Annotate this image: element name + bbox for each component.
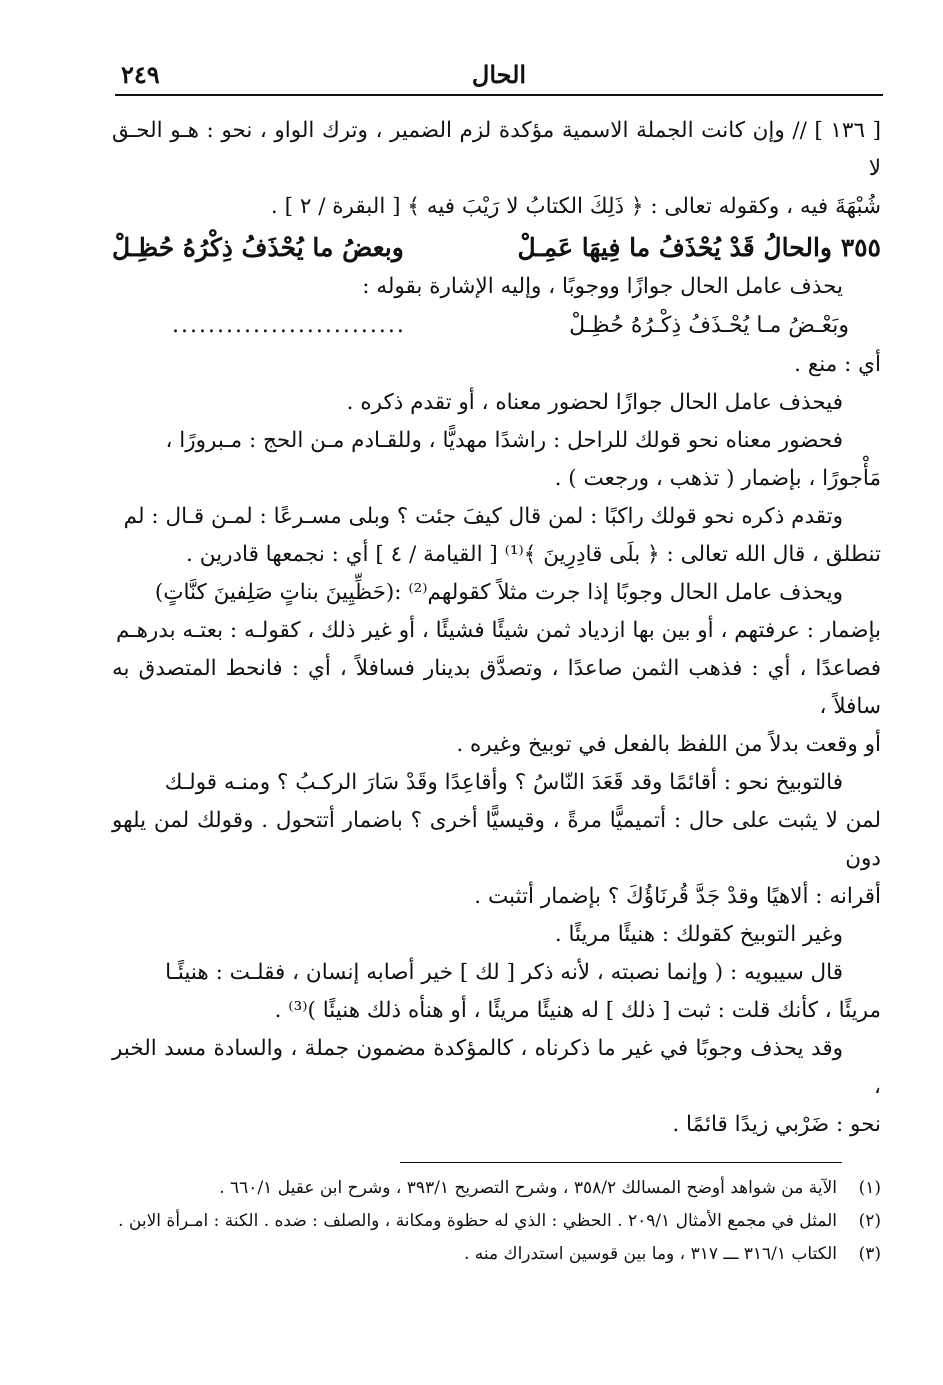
footnote: [112, 1238, 881, 1271]
paragraph-line: شُبْهَةَ فيه ، وكقوله تعالى : ﴿ ذَلِكَ الكتابُ لا رَيْبَ فيه ﴾ [ البقرة / ٢ ] .: [270, 194, 881, 219]
footnote: [112, 1172, 881, 1205]
paragraph-line: وقد يحذف وجوبًا في غير ما ذكرناه ، كالمؤكدة مضمون جملة ، والسادة مسد الخبر ،: [112, 1036, 881, 1099]
paragraph-line: أقرانه : ألاهيًا وقدْ جَدَّ قُرنَاؤُكَ ؟ بإضمار أتثبت .: [474, 884, 881, 909]
paragraph-line: [ ١٣٦ ] // وإن كانت الجملة الاسمية مؤكدة لزم الضمير ، وترك الواو ، نحو : هـو الحـق لا: [112, 118, 881, 181]
main-text: [112, 112, 881, 1144]
paragraph-line: فحضور معناه نحو قولك للراحل : راشدًا مهديًّا ، وللقـادم مـن الحج : مـبرورًا ،: [165, 428, 843, 453]
footnote-text: المثل في مجمع الأمثال ٢٠٩/١ . الحظي : الذي له حظوة ومكانة ، والصلف : ضده . الكنة : امـرأة الابن .: [118, 1211, 837, 1231]
quoted-verse: [112, 306, 881, 346]
verse-second-hemistich: وبعضُ ما يُحْذَفُ ذِكْرُهُ حُظِـلْ: [112, 233, 404, 262]
paragraph-line: وتقدم ذكره نحو قولك راكبًا : لمن قال كيفَ جئت ؟ وبلى مسـرعًا : لمـن قـال : لم: [123, 504, 843, 529]
paragraph-line: مريئًا ، كأنك قلت : ثبت [ ذلك ] له هنيئًا مريئًا ، أو هنأه ذلك هنيئًا )⁽³⁾ .: [274, 998, 881, 1023]
chapter-title: الحال: [471, 60, 527, 89]
footnote-number: (٣): [858, 1244, 881, 1264]
paragraph-line: مَأْجورًا ، بإضمار ( تذهب ، ورجعت ) .: [554, 466, 881, 491]
footnote-text: الكتاب ٣١٦/١ ـــ ٣١٧ ، وما بين قوسين استدراك منه .: [464, 1244, 837, 1264]
footnote-text: الآية من شواهد أوضح المسالك ٣٥٨/٢ ، وشرح التصريح ٣٩٣/١ ، وشرح ابن عقيل ٦٦٠/١ .: [219, 1178, 837, 1198]
paragraph-line: ويحذف عامل الحال وجوبًا إذا جرت مثلاً كقولهم⁽²⁾ :(حَظِّيِينَ بناتٍ صَلِفينَ كنَّاتٍ): [154, 580, 843, 605]
page-number: ٢٤٩: [121, 60, 160, 89]
paragraph-line: لمن لا يثبت على حال : أتميميًّا مرةً ، وقيسيًّا أخرى ؟ باضمار أتتحول . وقولك لمن يلهو دون: [112, 808, 881, 871]
paragraph-line: أو وقعت بدلاً من اللفظ بالفعل في توبيخ وغيره .: [456, 732, 881, 757]
footnote: [112, 1205, 881, 1238]
running-head: [115, 58, 883, 96]
footnote-number: (١): [858, 1178, 881, 1198]
paragraph-line: فصاعدًا ، أي : فذهب الثمن صاعدًا ، وتصدَّق بدينار فسافلاً ، أي : فانحط المتصدق به سافلاً ،: [112, 656, 881, 719]
footnote-number: (٢): [858, 1211, 881, 1231]
verse-first-hemistich: ٣٥٥ والحالُ قَدْ يُحْذَفُ ما فِيهَا عَمِـلْ: [517, 233, 881, 262]
ellipsis-dots: ..........................: [172, 313, 406, 338]
paragraph-line: أي : منع .: [794, 352, 881, 377]
paragraph-line: يحذف عامل الحال جوازًا ووجوبًا ، وإليه الإشارة بقوله :: [362, 274, 843, 299]
paragraph-line: تنطلق ، قال الله تعالى : ﴿ بلَى قادِرِينَ ﴾⁽¹⁾ [ القيامة / ٤ ] أي : نجمعها قادرين .: [186, 542, 881, 567]
paragraph-line: بإضمار : عرفتهم ، أو بين بها ازدياد ثمن شيئًا فشيئًا ، أو غير ذلك ، كقولـه : بعتـه بدرهـم: [115, 618, 881, 643]
footnote-divider: [400, 1162, 842, 1163]
paragraph-line: فيحذف عامل الحال جوازًا لحضور معناه ، أو تقدم ذكره .: [346, 390, 843, 415]
paragraph-line: فالتوبيخ نحو : أقائمًا وقد قَعَدَ النّاسُ ؟ وأقاعِدًا وقَدْ سَارَ الركـبُ ؟ ومنـه قولـك: [164, 770, 843, 795]
paragraph-line: وغير التوبيخ كقولك : هنيئًا مريئًا .: [554, 922, 843, 947]
verse-355: [112, 228, 881, 268]
paragraph-line: قال سيبويه : ( وإنما نصبته ، لأنه ذكر [ لك ] خير أصابه إنسان ، فقلـت : هنيئًـا: [165, 960, 843, 985]
paragraph-line: نحو : ضَرْبي زيدًا قائمًا .: [672, 1112, 881, 1137]
footnotes: [112, 1172, 881, 1271]
quoted-hemistich: وبَعْـضُ مـا يُحْـذَفُ ذِكْـرُهُ حُظِـلْ: [569, 313, 849, 338]
